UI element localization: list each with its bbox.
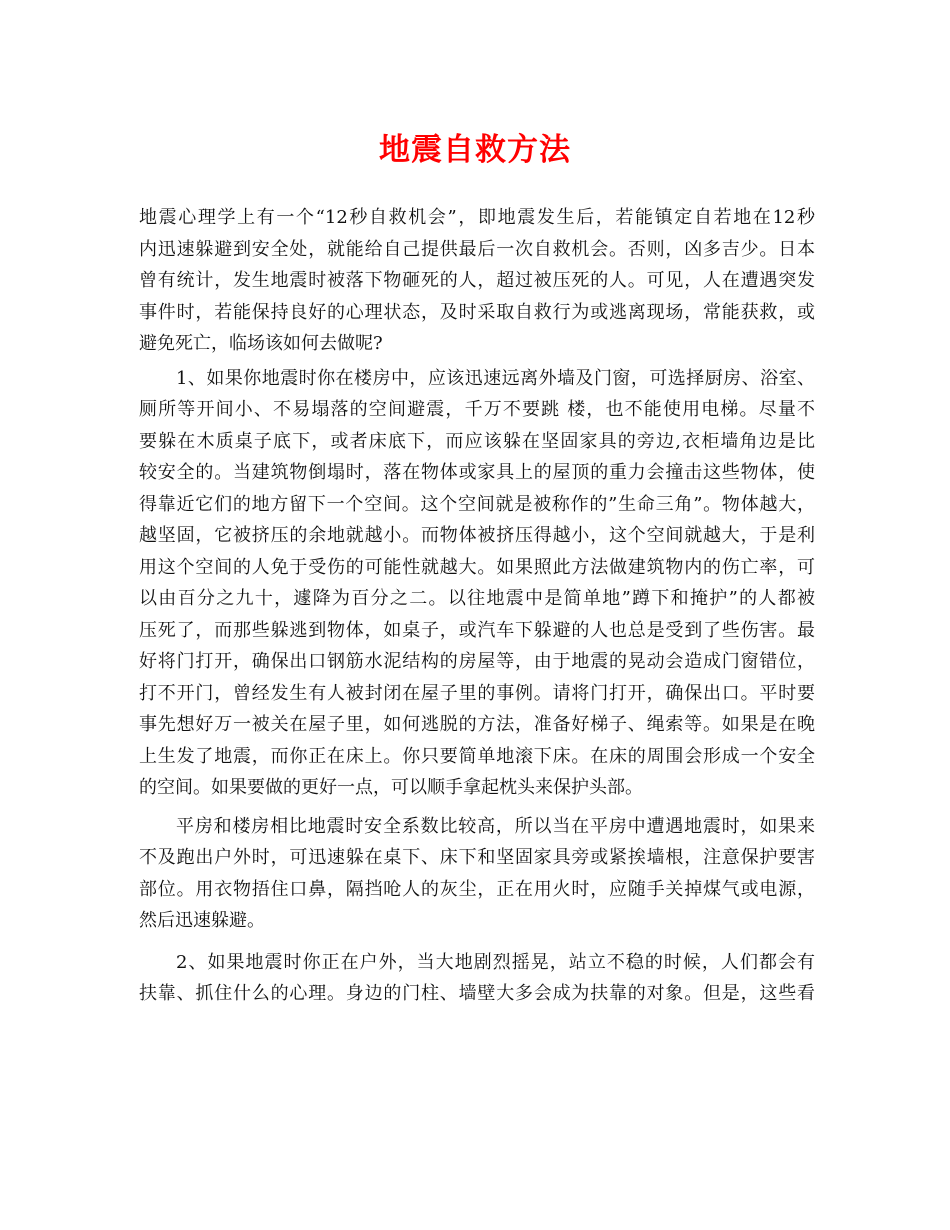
text-line: 平房和楼房相比地震时安全系数比较高，所以当在平房中遭遇地震时，如果来: [176, 815, 815, 837]
paragraph-gap: [139, 937, 815, 947]
text-line: 得靠近它们的地方留下一个空间。这个空间就是被称作的”生命三角”。物体越大，: [139, 493, 815, 515]
text-line: 曾有统计，发生地震时被落下物砸死的人，超过被压死的人。可见，人在遭遇突发: [139, 270, 815, 291]
text-line: 压死了，而那些躲逃到物体，如桌子，或汽车下躲避的人也总是受到了些伤害。最: [139, 619, 815, 641]
paragraph-indoor: [139, 363, 815, 804]
document-title: 地震自救方法: [379, 132, 571, 168]
text-line: 的空间。如果要做的更好一点，可以顺手拿起枕头来保护头部。: [139, 777, 643, 798]
text-line: 事件时，若能保持良好的心理状态，及时采取自救行为或逃离现场，常能获救，或: [139, 301, 815, 323]
text-line: 地震心理学上有一个“12秒自救机会”，即地震发生后，若能镇定自若地在12秒: [139, 207, 815, 228]
text-line: 避免死亡，临场该如何去做呢?: [139, 333, 383, 354]
text-line: 好将门打开，确保出口钢筋水泥结构的房屋等，由于地震的晃动会造成门窗错位，: [139, 651, 815, 672]
paragraph-bungalow: [139, 811, 815, 937]
text-line: 上生发了地震，而你正在床上。你只要简单地滚下床。在床的周围会形成一个安全: [139, 745, 815, 767]
text-line: 内迅速躲避到安全处，就能给自己提供最后一次自救机会。否则，凶多吉少。日本: [139, 238, 815, 260]
text-line: 扶靠、抓住什么的心理。身边的门柱、墙壁大多会成为扶靠的对象。但是，这些看: [139, 983, 815, 1004]
text-line: 较安全的。当建筑物倒塌时，落在物体或家具上的屋顶的重力会撞击这些物体，使: [139, 462, 815, 483]
text-line: 以由百分之九十，遽降为百分之二。以往地震中是简单地”蹲下和掩护”的人都被: [139, 588, 815, 609]
text-line: 事先想好万一被关在屋子里，如何逃脱的方法，准备好梯子、绳索等。如果是在晚: [139, 714, 815, 735]
text-line: 部位。用衣物捂住口鼻，隔挡呛人的灰尘，正在用火时，应随手关掉煤气或电源，: [139, 878, 815, 900]
text-line: 不及跑出户外时，可迅速躲在桌下、床下和坚固家具旁或紧挨墙根，注意保护要害: [139, 847, 815, 868]
paragraph-intro: [139, 202, 815, 360]
text-line: 2、如果地震时你正在户外，当大地剧烈摇晃，站立不稳的时候，人们都会有: [176, 951, 815, 973]
document-body: [139, 202, 815, 1010]
text-line: 越坚固，它被挤压的余地就越小。而物体被挤压得越小，这个空间就越大，于是利: [139, 525, 815, 546]
paragraph-outdoor: [139, 947, 815, 1010]
text-line: 然后迅速躲避。: [139, 910, 265, 931]
paragraph-gap: [139, 804, 815, 811]
text-line: 厕所等开间小、不易塌落的空间避震，千万不要跳 楼，也不能使用电梯。尽量不: [139, 399, 815, 420]
text-line: 用这个空间的人免于受伤的可能性就越大。如果照此方法做建筑物内的伤亡率，可: [139, 556, 815, 578]
text-line: 要躲在木质桌子底下，或者床底下，而应该躲在坚固家具的旁边,衣柜墙角边是比: [139, 430, 815, 452]
text-line: 打不开门，曾经发生有人被封闭在屋子里的事例。请将门打开，确保出口。平时要: [139, 682, 815, 704]
text-line: 1、如果你地震时你在楼房中，应该迅速远离外墙及门窗，可选择厨房、浴室、: [176, 367, 815, 389]
